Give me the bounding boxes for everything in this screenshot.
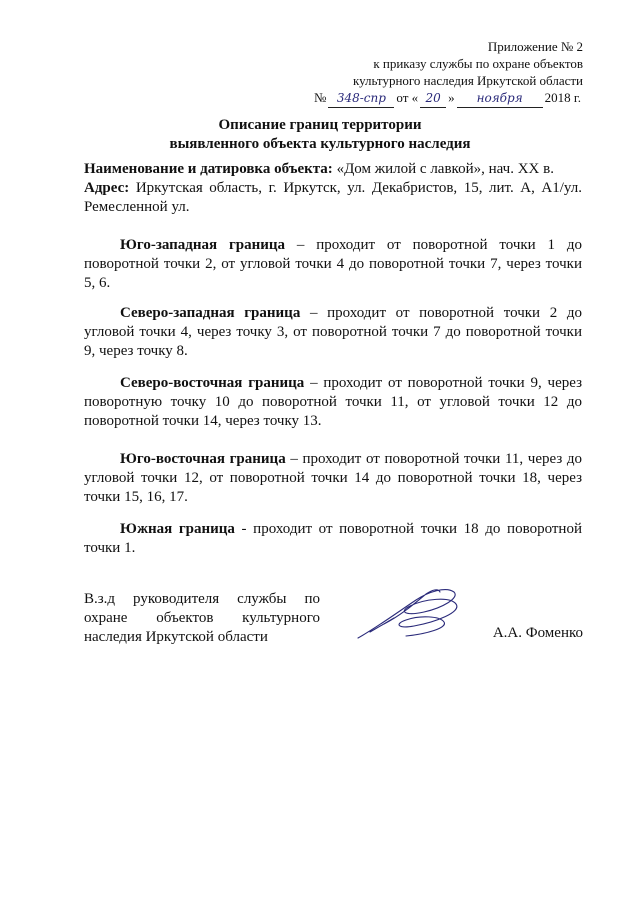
order-number-handwritten: 348-спр xyxy=(328,90,394,108)
position-line-2: охране объектов культурного xyxy=(84,610,320,626)
annex-title: Приложение № 2 xyxy=(487,39,583,54)
border-label: Северо-западная граница xyxy=(120,305,301,321)
border-southeast xyxy=(84,450,582,507)
object-address xyxy=(84,179,582,217)
title-line-2: выявленного объекта культурного наследия xyxy=(169,136,471,152)
month-handwritten: ноября xyxy=(457,90,543,108)
title-line-1: Описание границ территории xyxy=(218,117,422,133)
signatory-position xyxy=(84,590,320,647)
object-name-label: Наименование и датировка объекта: xyxy=(84,161,333,177)
position-line-3: наследия Иркутской области xyxy=(84,629,268,645)
annex-authority: культурного наследия Иркутской области xyxy=(352,73,583,88)
border-label: Южная граница xyxy=(120,521,235,537)
annex-order-ref: к приказу службы по охране объектов xyxy=(373,56,583,71)
number-sign: № xyxy=(313,90,327,105)
object-name xyxy=(84,160,582,179)
border-description: - проходит от поворотной точки 18 до поворотной точки 1. xyxy=(84,521,582,556)
border-description: – проходит от поворотной точки 1 до поворотной точки 2, от угловой точки 4 до поворотной точки 7, через точки 5, 6. xyxy=(84,237,582,291)
annex-header xyxy=(283,38,583,108)
position-line-1: В.з.д руководителя службы по xyxy=(84,591,320,607)
object-address-value: Иркутская область, г. Иркутск, ул. Декабристов, 15, лит. А, А1/ул. Ремесленной ул. xyxy=(84,180,582,215)
annex-registration-line xyxy=(283,89,583,108)
border-label: Юго-восточная граница xyxy=(120,451,286,467)
date-prefix: от « xyxy=(396,90,419,105)
border-description: – проходит от поворотной точки 2 до угловой точки 4, через точку 3, от поворотной точки 7 до поворотной точки 9, через точку 8. xyxy=(84,305,582,359)
object-info xyxy=(84,160,582,217)
document-title xyxy=(0,116,640,154)
border-northeast xyxy=(84,374,582,431)
date-quote: » xyxy=(448,90,455,105)
handwritten-signature xyxy=(354,582,464,644)
border-northwest xyxy=(84,304,582,361)
border-label: Юго-западная граница xyxy=(120,237,286,253)
object-name-value: «Дом жилой с лавкой», нач. XX в. xyxy=(332,161,554,177)
border-description: – проходит от поворотной точки 11, через до угловой точки 12, от поворотной точки 14 до поворотной точки 18, через точки 15, 16, 17. xyxy=(84,451,583,505)
border-south xyxy=(84,520,582,558)
signatory-name: А.А. Фоменко xyxy=(492,625,583,641)
object-address-label: Адрес: xyxy=(84,180,130,196)
border-description: – проходит от поворотной точки 9, через поворотную точку 10 до поворотной точки 11, от угловой точки 12 до поворотной точки 14, через точку 13. xyxy=(84,375,582,429)
border-label: Северо-восточная граница xyxy=(120,375,305,391)
day-handwritten: 20 xyxy=(420,90,446,108)
year: 2018 г. xyxy=(544,90,581,105)
border-southwest xyxy=(84,236,582,293)
